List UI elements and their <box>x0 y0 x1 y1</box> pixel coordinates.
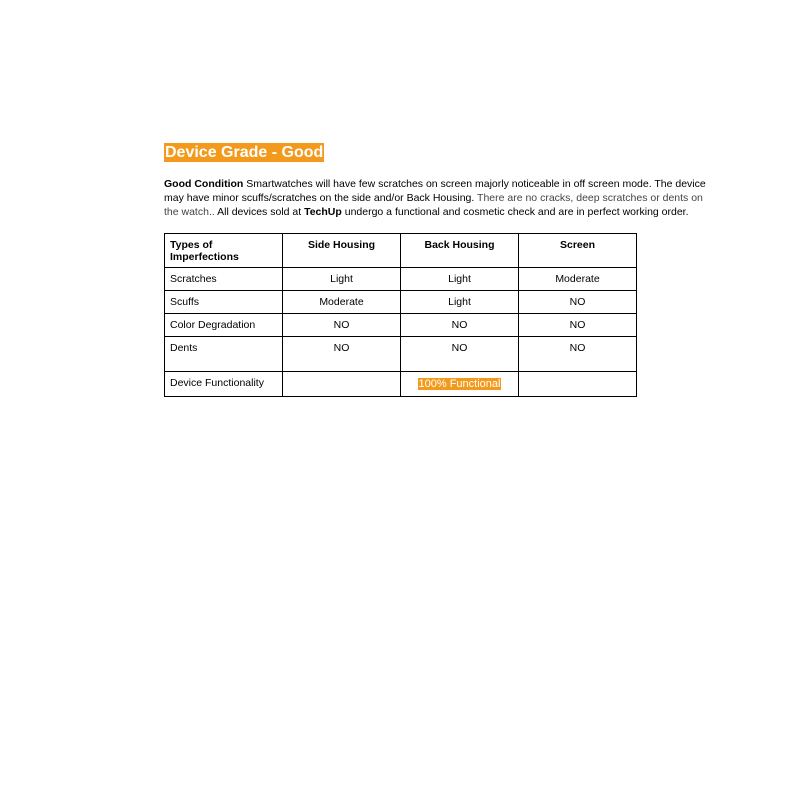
header-types: Types of Imperfections <box>165 234 283 268</box>
row-label: Scratches <box>165 268 283 291</box>
description-text-3: All devices sold at <box>214 206 305 218</box>
table-cell: Light <box>283 268 401 291</box>
condition-label: Good Condition <box>164 178 244 190</box>
table-row <box>165 337 637 372</box>
row-label: Color Degradation <box>165 314 283 337</box>
row-label: Scuffs <box>165 291 283 314</box>
functionality-row <box>165 372 637 397</box>
row-label: Dents <box>165 337 283 372</box>
table-cell-empty <box>283 372 401 397</box>
table-cell: Moderate <box>519 268 637 291</box>
table-cell: NO <box>519 337 637 372</box>
table-row <box>165 268 637 291</box>
table-cell <box>401 372 519 397</box>
imperfections-table <box>164 233 637 397</box>
table-cell: NO <box>519 291 637 314</box>
table-row <box>165 314 637 337</box>
header-screen: Screen <box>519 234 637 268</box>
description-text-4: undergo a functional and cosmetic check and are in perfect working order. <box>341 206 689 218</box>
functionality-label: Device Functionality <box>165 372 283 397</box>
table-cell: Moderate <box>283 291 401 314</box>
table-cell-empty <box>519 372 637 397</box>
table-cell: NO <box>401 337 519 372</box>
table-header-row <box>165 234 637 268</box>
table-cell: NO <box>283 314 401 337</box>
table-row <box>165 291 637 314</box>
table-cell: Light <box>401 291 519 314</box>
description-text-1: Smartwatches will have few scratches on screen majorly noticeable in off screen mode. The device may have minor scuffs/scratches on the side and/or Back Housing. <box>164 178 706 204</box>
document <box>164 143 724 397</box>
page-title: Device Grade - Good <box>165 144 324 161</box>
table-cell: NO <box>401 314 519 337</box>
header-back-housing: Back Housing <box>401 234 519 268</box>
header-side-housing: Side Housing <box>283 234 401 268</box>
description-paragraph <box>164 177 719 219</box>
table-cell: NO <box>519 314 637 337</box>
functionality-badge: 100% Functional <box>418 378 501 390</box>
brand-name: TechUp <box>304 206 342 218</box>
table-cell: Light <box>401 268 519 291</box>
description-text-2: There are no cracks, deep scratches or dents on the watch.. <box>164 192 703 218</box>
table-cell: NO <box>283 337 401 372</box>
